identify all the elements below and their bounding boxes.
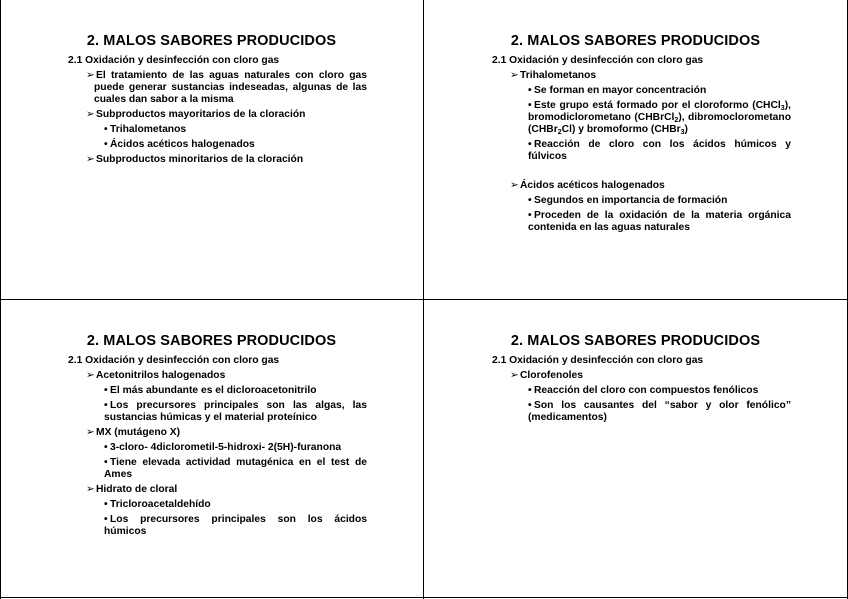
dot-bullet-icon: • [104, 457, 108, 468]
arrow-bullet-icon: ➢ [86, 109, 95, 120]
slide-1 [0, 0, 423, 299]
bullet-level2 [492, 100, 791, 136]
slide-3 [0, 300, 423, 599]
dot-bullet-icon: • [528, 85, 532, 96]
dot-bullet-icon: • [104, 385, 108, 396]
slide-title: 2. MALOS SABORES PRODUCIDOS [510, 333, 761, 349]
section-heading: 2.1 Oxidación y desinfección con cloro gas [492, 55, 704, 66]
bullet-level1: ➢Clorofenoles [510, 370, 583, 381]
bullet-level2: • Reacción del cloro con compuestos fenólicos [528, 385, 759, 396]
section-heading: 2.1 Oxidación y desinfección con cloro gas [68, 355, 280, 366]
bullet-level2: • Se forman en mayor concentración [528, 85, 707, 96]
bullet-level2: • 3-cloro- 4diclorometil-5-hidroxi- 2(5H)-furanona [104, 442, 342, 453]
arrow-bullet-icon: ➢ [86, 427, 95, 438]
arrow-bullet-icon: ➢ [86, 70, 95, 81]
bullet-level2: • Proceden de la oxidación de la materia orgánica contenida en las aguas naturales [528, 210, 791, 233]
bullet-level1: ➢El tratamiento de las aguas naturales con cloro gas puede generar sustancias indeseadas, algunas de las cuales dan sabor a la misma [86, 70, 367, 105]
slide-content [68, 355, 367, 538]
bullet-level2: • Tiene elevada actividad mutagénica en el test de Ames [104, 457, 367, 480]
arrow-bullet-icon: ➢ [86, 484, 95, 495]
slide-title: 2. MALOS SABORES PRODUCIDOS [510, 33, 761, 49]
dot-bullet-icon: • [104, 442, 108, 453]
slide-2 [424, 0, 847, 299]
bullet-level1: ➢Acetonitrilos halogenados [86, 370, 226, 381]
arrow-bullet-icon: ➢ [510, 370, 519, 381]
slide-content [492, 55, 791, 234]
spacer [492, 163, 791, 177]
dot-bullet-icon: • [528, 210, 532, 221]
bullet-level2: • Segundos en importancia de formación [528, 195, 728, 206]
bullet-level2: • Los precursores principales son las algas, las sustancias húmicas y el material proteínico [104, 400, 367, 423]
bullet-level1: ➢Subproductos mayoritarios de la cloración [86, 109, 306, 120]
section-heading: 2.1 Oxidación y desinfección con cloro gas [492, 355, 704, 366]
arrow-bullet-icon: ➢ [510, 180, 519, 191]
dot-bullet-icon: • [528, 100, 532, 111]
dot-bullet-icon: • [104, 124, 108, 135]
bullet-level1: ➢Trihalometanos [510, 70, 597, 81]
bullet-level2: • Los precursores principales son los ácidos húmicos [104, 514, 367, 537]
bullet-level1: ➢MX (mutágeno X) [86, 427, 181, 438]
bullet-level2: • Ácidos acéticos halogenados [104, 139, 255, 150]
dot-bullet-icon: • [528, 385, 532, 396]
slide-content [68, 55, 367, 166]
dot-bullet-icon: • [104, 400, 108, 411]
dot-bullet-icon: • [104, 499, 108, 510]
arrow-bullet-icon: ➢ [86, 154, 95, 165]
bullet-level2: • Trihalometanos [104, 124, 187, 135]
bullet-level2: • El más abundante es el dicloroacetonitrilo [104, 385, 317, 396]
slide-title: 2. MALOS SABORES PRODUCIDOS [86, 33, 337, 49]
bullet-level2: • Tricloroacetaldehído [104, 499, 211, 510]
dot-bullet-icon: • [104, 514, 108, 525]
bullet-level1: ➢Ácidos acéticos halogenados [510, 180, 665, 191]
dot-bullet-icon: • [528, 195, 532, 206]
bullet-level2: • Reacción de cloro con los ácidos húmicos y fúlvicos [528, 139, 791, 162]
bullet-level1: ➢Hidrato de cloral [86, 484, 178, 495]
dot-bullet-icon: • [528, 400, 532, 411]
slide-content [492, 355, 791, 424]
dot-bullet-icon: • [528, 139, 532, 150]
trihalomethanes-formula-text: Este grupo está formado por el cloroformo (CHCl$_3$), bromodiclorometano (CHBrCl$_2$), dibromoclorometano (CHBr$_2$Cl) y bromoformo (CHBr$_3$) [528, 100, 791, 136]
bullet-level1: ➢Subproductos minoritarios de la cloración [86, 154, 304, 165]
arrow-bullet-icon: ➢ [86, 370, 95, 381]
section-heading: 2.1 Oxidación y desinfección con cloro gas [68, 55, 280, 66]
slide-title: 2. MALOS SABORES PRODUCIDOS [86, 333, 337, 349]
slide-4 [424, 300, 847, 599]
bullet-level2: • Son los causantes del “sabor y olor fenólico” (medicamentos) [528, 400, 791, 423]
dot-bullet-icon: • [104, 139, 108, 150]
arrow-bullet-icon: ➢ [510, 70, 519, 81]
